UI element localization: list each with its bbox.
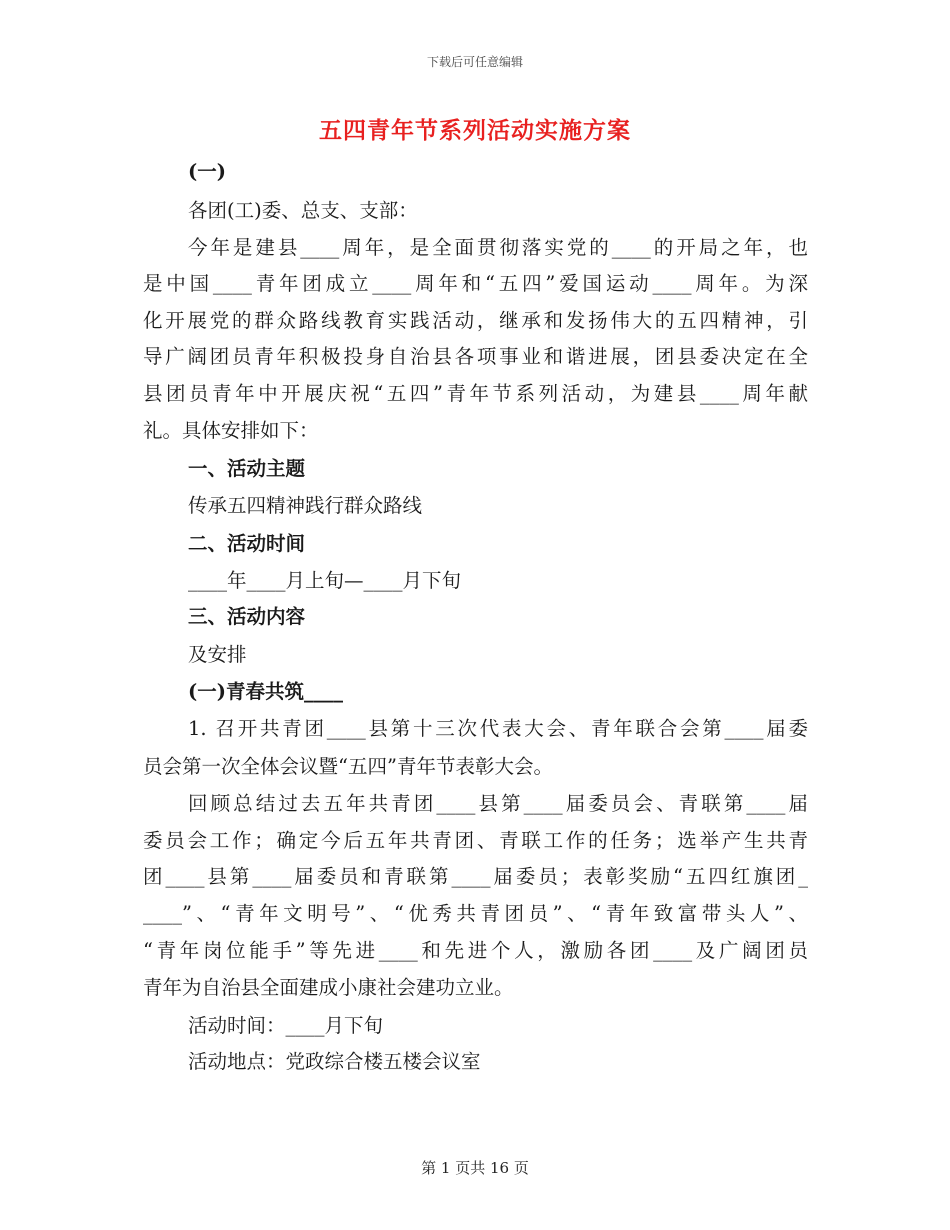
paragraph-line: 回顾总结过去五年共青团____县第____届委员会、青联第____届	[188, 792, 808, 815]
activity-location: 活动地点：党政综合楼五楼会议室	[188, 1050, 481, 1073]
paragraph-line: 委员会工作；确定今后五年共青团、青联工作的任务；选举产生共青	[143, 829, 808, 852]
paragraph-line: ____”、“青年文明号”、“优秀共青团员”、“青年致富带头人”、	[143, 902, 808, 925]
paragraph-line: 化开展党的群众路线教育实践活动，继承和发扬伟大的五四精神，引	[143, 309, 808, 332]
paragraph-line: 员会第一次全体会议暨“五四”青年节表彰大会。	[143, 755, 553, 778]
subheading-youth: (一)青春共筑____	[188, 680, 343, 703]
paragraph-line: 导广阔团员青年积极投身自治县各项事业和谐进展，团县委决定在全	[143, 345, 808, 368]
content-text: 及安排	[188, 643, 247, 666]
salutation: 各团(工)委、总支、支部：	[188, 199, 418, 222]
paragraph-line: 县团员青年中开展庆祝“五四”青年节系列活动，为建县____周年献	[143, 382, 808, 405]
paragraph-line: “青年岗位能手”等先进____和先进个人，激励各团____及广阔团员	[143, 939, 808, 962]
time-text: ____年____月上旬—____月下旬	[188, 569, 462, 592]
paragraph-line: 1. 召开共青团____县第十三次代表大会、青年联合会第____届委	[188, 717, 808, 740]
page-footer: 第 1 页共 16 页	[421, 1159, 529, 1177]
heading-content: 三、活动内容	[188, 605, 306, 628]
paragraph-line: 团____县第____届委员和青联第____届委员；表彰奖励“五四红旗团_	[143, 865, 808, 888]
heading-time: 二、活动时间	[188, 532, 306, 555]
paragraph-line: 青年为自治县全面建成小康社会建功立业。	[143, 976, 514, 999]
paragraph-line: 是中国____青年团成立____周年和“五四”爱国运动____周年。为深	[143, 272, 808, 295]
page-header: 下载后可任意编辑	[426, 55, 523, 69]
paragraph-line: 今年是建县____周年，是全面贯彻落实党的____的开局之年，也	[188, 236, 808, 259]
heading-theme: 一、活动主题	[188, 457, 306, 480]
theme-text: 传承五四精神践行群众路线	[188, 494, 423, 517]
document-title: 五四青年节系列活动实施方案	[319, 117, 631, 144]
section-marker: (一)	[188, 160, 226, 183]
activity-time: 活动时间：____月下旬	[188, 1014, 384, 1037]
paragraph-line: 礼。具体安排如下：	[143, 419, 319, 442]
